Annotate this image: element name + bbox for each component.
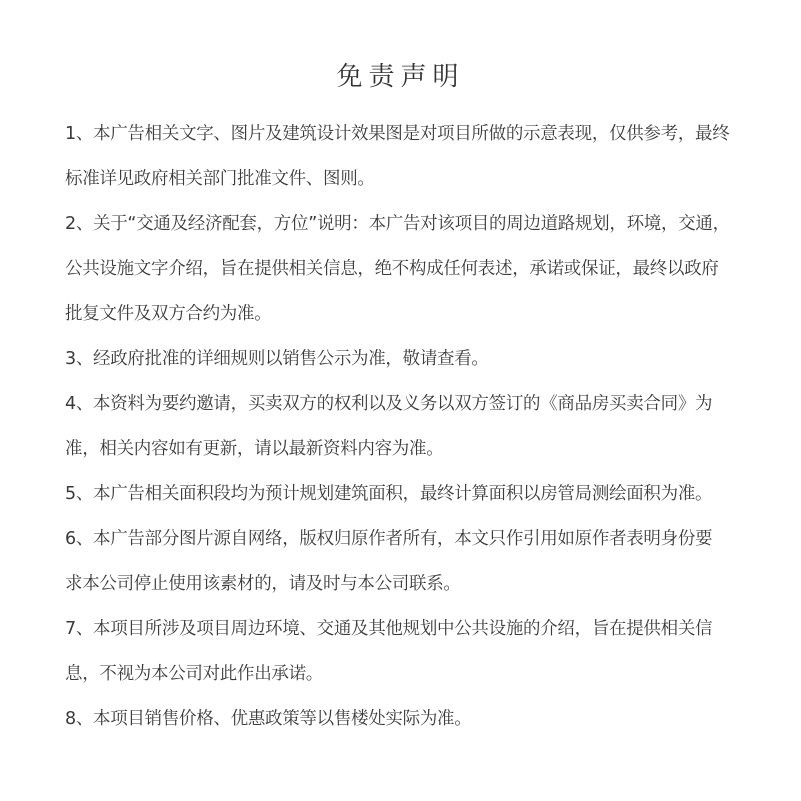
disclaimer-line: 求本公司停止使用该素材的，请及时与本公司联系。 [65,574,461,594]
disclaimer-item-5 [65,480,745,525]
disclaimer-line: 3、经政府批准的详细规则以销售公示为准，敬请查看。 [65,349,489,369]
disclaimer-item-7 [65,615,745,705]
disclaimer-line: 6、本广告部分图片源自网络，版权归原作者所有，本文只作引用如原作者表明身份要 [65,529,713,549]
disclaimer-line: 1、本广告相关文字、图片及建筑设计效果图是对项目所做的示意表现，仅供参考，最终 [65,124,730,144]
disclaimer-line: 7、本项目所涉及项目周边环境、交通及其他规划中公共设施的介绍，旨在提供相关信 [65,619,713,639]
disclaimer-item-2 [65,210,745,345]
disclaimer-line: 批复文件及双方合约为准。 [65,304,272,324]
disclaimer-line: 5、本广告相关面积段均为预计规划建筑面积，最终计算面积以房管局测绘面积为准。 [65,484,713,504]
disclaimer-item-1 [65,120,745,210]
disclaimer-item-6 [65,525,745,615]
disclaimer-line: 标准详见政府相关部门批准文件、图则。 [65,169,375,189]
disclaimer-line: 4、本资料为要约邀请，买卖双方的权利以及义务以双方签订的《商品房买卖合同》为 [65,394,713,414]
disclaimer-item-3 [65,345,745,390]
disclaimer-line: 8、本项目销售价格、优惠政策等以售楼处实际为准。 [65,709,472,729]
page-title: 免责声明 [336,62,465,92]
disclaimer-line: 准，相关内容如有更新，请以最新资料内容为准。 [65,439,444,459]
disclaimer-line: 公共设施文字介绍，旨在提供相关信息，绝不构成任何表述，承诺或保证，最终以政府 [65,259,719,279]
disclaimer-line: 2、关于“交通及经济配套，方位”说明：本广告对该项目的周边道路规划，环境，交通， [65,214,730,234]
disclaimer-line: 息，不视为本公司对此作出承诺。 [65,664,323,684]
disclaimer-body [65,120,745,750]
disclaimer-item-8 [65,705,745,750]
disclaimer-item-4 [65,390,745,480]
